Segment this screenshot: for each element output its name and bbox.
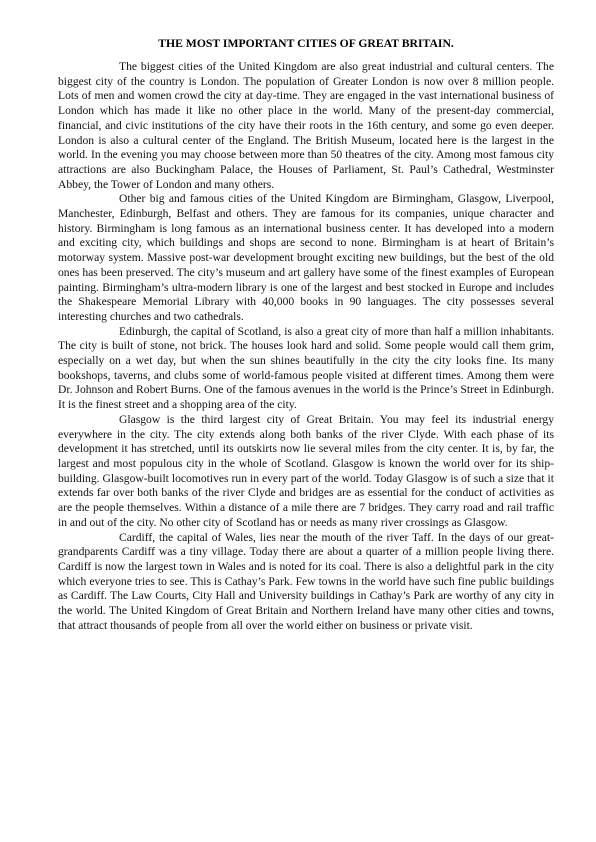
paragraph-edinburgh: Edinburgh, the capital of Scotland, is also a great city of more than half a million inhabitants. The city is built of stone, not brick. The houses look hard and solid. Some people would call them grim, especially on a wet day, but when the sun shines beautifully in the city the city looks fine. Its many bookshops, taverns, and clubs some of world-famous people visited at different times. Among them were Dr. Johnson and Robert Burns. One of the famous avenues in the world is the Prince’s Street in Edinburgh. It is the finest street and a shopping area of the city. <box>58 324 554 412</box>
paragraph-glasgow: Glasgow is the third largest city of Great Britain. You may feel its industrial energy everywhere in the city. The city extends along both banks of the river Clyde. With each phase of its development it has stretched, until its outskirts now lie several miles from the city center. It is, by far, the largest and most populous city in the whole of Scotland. Glasgow is known the world over for its ship-building. Glasgow-built locomotives run in every part of the world. Today Glasgow is of such a size that it extends far over both banks of the river Clyde and bridges are as essential for the conduct of activities as are the people themselves. Within a distance of a mile there are 7 bridges. They carry road and rail traffic in and out of the city. No other city of Scotland has or needs as many river crossings as Glasgow. <box>58 412 554 529</box>
paragraph-london: The biggest cities of the United Kingdom are also great industrial and cultural centers. The biggest city of the country is London. The population of Greater London is now over 8 million people. Lots of men and women crowd the city at day-time. They are engaged in the vast international business of London which has made it like no other place in the world. Many of the present-day commercial, financial, and civic institutions of the city have their roots in the 16th century, and some go even deeper. London is also a cultural center of the England. The British Museum, located here is the largest in the world. In the evening you may choose between more than 50 theatres of the city. Among most famous city attractions are also Buckingham Palace, the Houses of Parliament, St. Paul’s Cathedral, Westminster Abbey, the Tower of London and many others. <box>58 60 554 191</box>
paragraph-birmingham: Other big and famous cities of the United Kingdom are Birmingham, Glasgow, Liverpool, Manchester, Edinburgh, Belfast and others. They are famous for its companies, unique character and history. Birmingham is long famous as an international business center. It has developed into a modern and exciting city, which buildings and shops are second to none. Birmingham is at heart of Britain’s motorway system. Massive post-war development brought exciting new buildings, but the best of the old ones has been preserved. The city’s museum and art gallery have some of the finest examples of European painting. Birmingham’s ultra-modern library is one of the largest and best stocked in Europe and includes the Shakespeare Memorial Library with 40,000 books in 90 languages. The city possesses several interesting churches and two cathedrals. <box>58 192 554 323</box>
document-title: THE MOST IMPORTANT CITIES OF GREAT BRITAIN. <box>158 37 454 50</box>
paragraph-cardiff: Cardiff, the capital of Wales, lies near the mouth of the river Taff. In the days of our great-grandparents Cardiff was a tiny village. Today there are about a quarter of a million people living there. Cardiff is now the largest town in Wales and is noted for its coal. There is also a delightful park in the city which everyone tries to see. This is Cathay’s Park. Few towns in the world have such fine public buildings as Cardiff. The Law Courts, City Hall and University buildings in Cathay’s Park are worthy of any city in the world. The United Kingdom of Great Britain and Northern Ireland have many other cities and towns, that attract thousands of people from all over the world either on business or private visit. <box>58 530 554 632</box>
document-body <box>58 60 554 633</box>
